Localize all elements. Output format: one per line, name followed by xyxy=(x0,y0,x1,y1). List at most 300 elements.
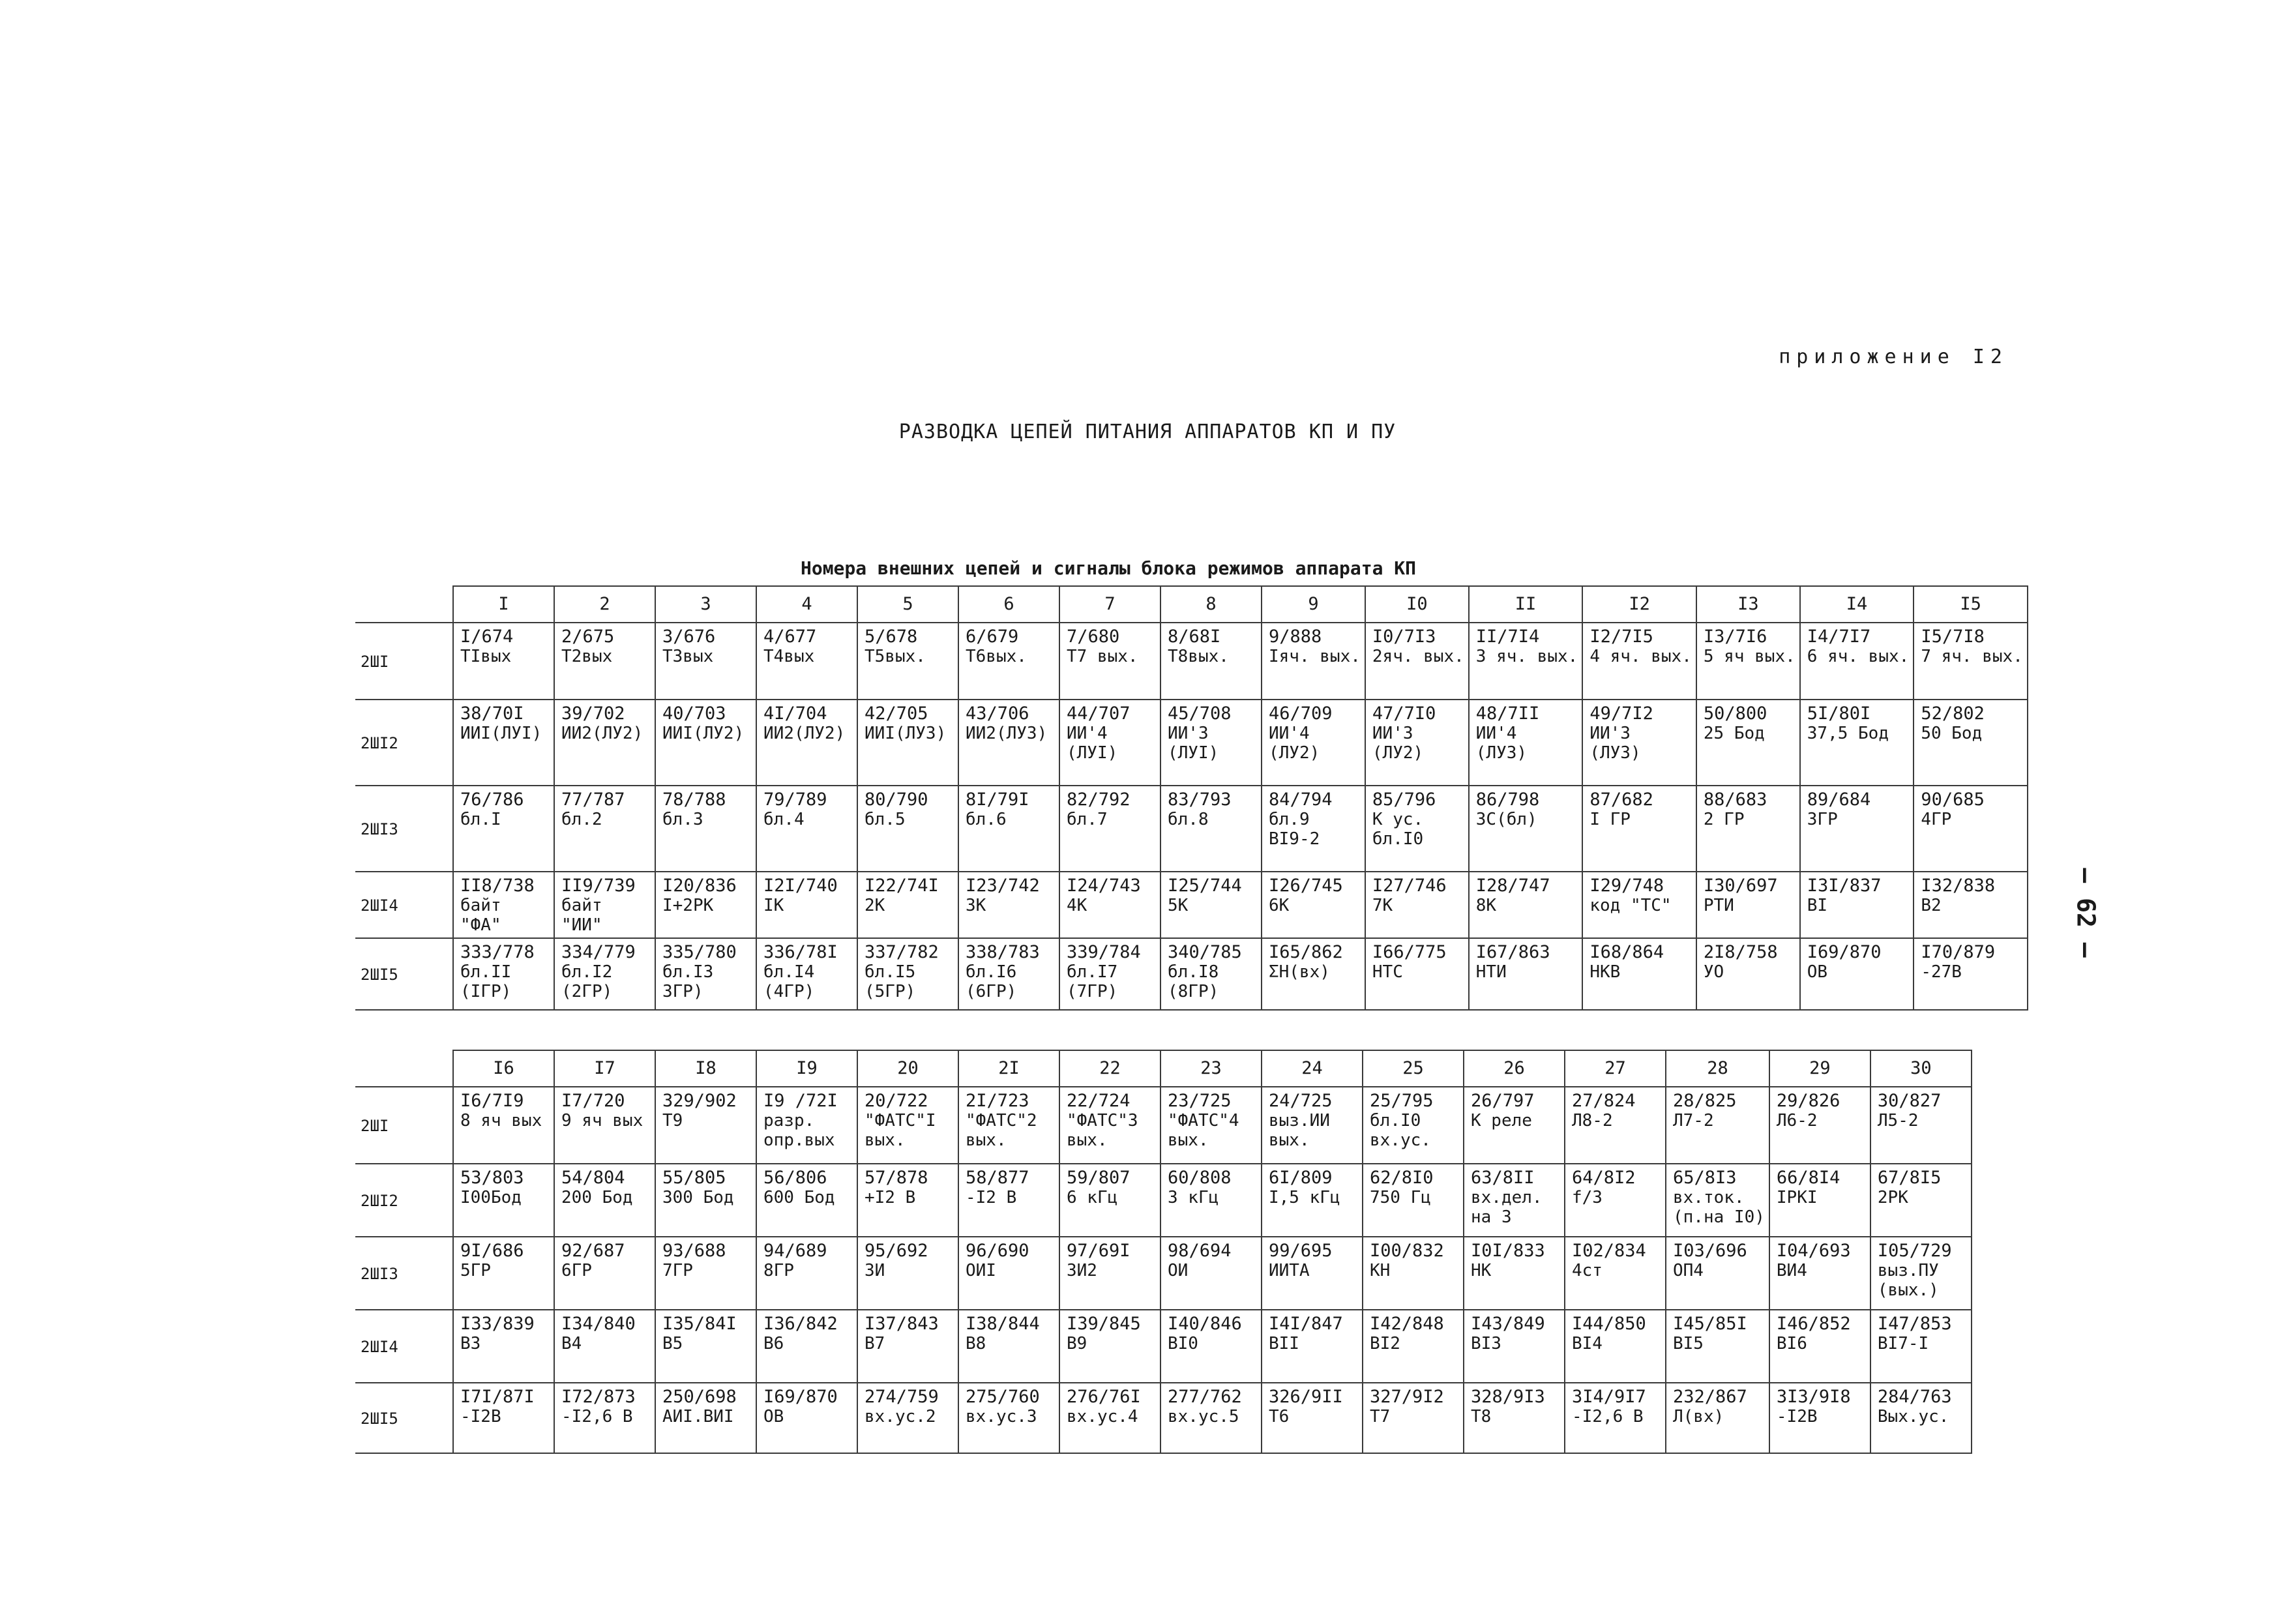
signal-name: НТИ xyxy=(1475,962,1507,982)
table-row xyxy=(355,1383,1972,1453)
signal-name: код "ТС" xyxy=(1589,896,1672,915)
circuit-cell xyxy=(1696,623,1800,700)
signal-name: бл.I0 xyxy=(1372,829,1424,849)
signal-name: ЗИ2 xyxy=(1067,1261,1097,1280)
signal-name: бл.3 xyxy=(662,810,703,829)
signal-name: 7 яч. вых. xyxy=(1921,647,2023,666)
signal-name: 5ГР xyxy=(460,1261,491,1280)
signal-name: (вых.) xyxy=(1877,1280,1939,1300)
circuit-cell xyxy=(1914,786,2028,872)
column-header: 20 xyxy=(857,1050,958,1087)
circuit-number: 30/827 xyxy=(1877,1091,1942,1111)
circuit-number: 85/796 xyxy=(1372,790,1436,810)
circuit-cell xyxy=(1800,786,1914,872)
circuit-cell xyxy=(453,700,554,786)
circuit-number: 23/725 xyxy=(1168,1091,1232,1111)
circuit-number: II9/739 xyxy=(561,876,636,896)
circuit-cell xyxy=(1870,1087,1972,1164)
circuit-number: 44/707 xyxy=(1067,703,1131,724)
signal-name: ИИ2(ЛУ2) xyxy=(561,724,643,743)
signal-name: бл.II xyxy=(460,962,512,982)
signal-name: бл.I3 xyxy=(662,962,714,982)
circuit-cell xyxy=(1800,700,1914,786)
circuit-cell xyxy=(857,1383,958,1453)
circuit-number: I37/843 xyxy=(865,1314,939,1334)
circuit-cell xyxy=(453,1164,554,1237)
column-header: 30 xyxy=(1870,1050,1972,1087)
circuit-number: 20/722 xyxy=(865,1091,928,1111)
circuit-cell xyxy=(1769,1087,1870,1164)
signal-name: -I2,6 В xyxy=(561,1407,633,1426)
signal-name: 2К xyxy=(865,896,885,915)
signal-name: (ЛУI) xyxy=(1168,743,1219,763)
circuit-cell xyxy=(1696,786,1800,872)
circuit-number: I72/873 xyxy=(561,1387,636,1407)
circuit-number: 45/708 xyxy=(1168,703,1232,724)
column-header: 4 xyxy=(756,586,857,623)
circuit-cell xyxy=(1870,1310,1972,1383)
circuit-cell xyxy=(857,872,958,938)
signal-name: I00Бод xyxy=(460,1188,522,1207)
circuit-number: 63/8II xyxy=(1471,1168,1535,1188)
signal-name: ИИI(ЛУ3) xyxy=(865,724,947,743)
circuit-number: 3/676 xyxy=(662,627,716,647)
signal-name: Л6-2 xyxy=(1776,1111,1818,1130)
document-title: РАЗВОДКА ЦЕПЕЙ ПИТАНИЯ АППАРАТОВ КП И ПУ xyxy=(898,421,1397,443)
circuit-cell xyxy=(655,700,756,786)
signal-name: BI7-I xyxy=(1877,1334,1929,1353)
circuit-number: 43/706 xyxy=(966,703,1029,724)
circuit-cell xyxy=(453,623,554,700)
column-header: I xyxy=(453,586,554,623)
signal-name: (ЛУ2) xyxy=(1269,743,1320,763)
signal-name: ИИ'3 xyxy=(1168,724,1209,743)
signal-name: 2РК xyxy=(1877,1188,1908,1207)
circuit-cell xyxy=(1800,623,1914,700)
signal-name: 6ГР xyxy=(561,1261,592,1280)
circuit-number: 8I/79I xyxy=(966,790,1029,810)
signal-name: BI4 xyxy=(1572,1334,1603,1353)
signal-name: BI2 xyxy=(1370,1334,1400,1353)
signal-name: бл.7 xyxy=(1067,810,1108,829)
circuit-cell xyxy=(958,1164,1059,1237)
signal-name: -I2В xyxy=(1776,1407,1818,1426)
circuit-number: 86/798 xyxy=(1475,790,1540,810)
circuit-cell xyxy=(655,1383,756,1453)
circuit-number: I22/74I xyxy=(865,876,939,896)
circuit-number: I3I/837 xyxy=(1807,876,1882,896)
circuit-cell xyxy=(1769,1383,1870,1453)
column-header: I9 xyxy=(756,1050,857,1087)
circuit-number: I46/852 xyxy=(1776,1314,1851,1334)
signal-name: Т8 xyxy=(1471,1407,1492,1426)
circuit-number: I67/863 xyxy=(1475,942,1550,962)
signal-name: T5вых. xyxy=(865,647,926,666)
column-header: 2 xyxy=(554,586,655,623)
signal-name: BII xyxy=(1269,1334,1299,1353)
circuit-number: I0/7I3 xyxy=(1372,627,1436,647)
circuit-cell xyxy=(857,938,958,1010)
circuit-cell xyxy=(1059,938,1160,1010)
signal-name: ЗИ xyxy=(865,1261,885,1280)
signal-name: КН xyxy=(1370,1261,1391,1280)
signal-name: В6 xyxy=(763,1334,784,1353)
circuit-cell xyxy=(1565,1237,1666,1310)
signal-name: -27В xyxy=(1921,962,1962,982)
circuit-cell xyxy=(1262,786,1365,872)
column-header: 26 xyxy=(1464,1050,1565,1087)
table-row xyxy=(355,1087,1972,1164)
signal-name: Л5-2 xyxy=(1877,1111,1919,1130)
circuit-number: I5/7I8 xyxy=(1921,627,1985,647)
signal-name: ОВ xyxy=(763,1407,784,1426)
signal-name: B2 xyxy=(1921,896,1942,915)
circuit-cell xyxy=(1582,786,1696,872)
circuit-cell xyxy=(1160,938,1262,1010)
circuit-cell xyxy=(1059,623,1160,700)
signal-name: В8 xyxy=(966,1334,986,1353)
column-header: I8 xyxy=(655,1050,756,1087)
circuit-number: I47/853 xyxy=(1877,1314,1952,1334)
circuit-number: 4/677 xyxy=(763,627,817,647)
table-header-row xyxy=(355,586,2028,623)
signal-name: вх.ус. xyxy=(1370,1130,1431,1150)
signal-name: 3 кГц xyxy=(1168,1188,1219,1207)
signal-name: вх.ус.5 xyxy=(1168,1407,1239,1426)
circuit-cell xyxy=(1666,1237,1769,1310)
signal-name: 2 ГР xyxy=(1703,810,1745,829)
signal-name: "ФАТС"3 xyxy=(1067,1111,1138,1130)
circuit-number: 59/807 xyxy=(1067,1168,1131,1188)
column-header: I5 xyxy=(1914,586,2028,623)
circuit-number: I36/842 xyxy=(763,1314,838,1334)
circuit-cell xyxy=(1464,1164,1565,1237)
circuit-number: I69/870 xyxy=(763,1387,838,1407)
circuit-cell xyxy=(756,1383,857,1453)
circuit-cell xyxy=(554,786,655,872)
circuit-number: 2I8/758 xyxy=(1703,942,1778,962)
circuit-number: 93/688 xyxy=(662,1241,726,1261)
circuit-cell xyxy=(1365,938,1469,1010)
signal-name: бл.I4 xyxy=(763,962,815,982)
signal-name: (IГР) xyxy=(460,982,512,1001)
connector-label: 2ШI2 xyxy=(355,1164,453,1237)
signal-name: бл.2 xyxy=(561,810,602,829)
signal-name: (ЛУ2) xyxy=(1372,743,1424,763)
signal-name: "ИИ" xyxy=(561,915,602,935)
circuit-cell xyxy=(1365,700,1469,786)
circuit-cell xyxy=(1800,938,1914,1010)
signal-name: ИИ'4 xyxy=(1269,724,1310,743)
signal-name: (2ГР) xyxy=(561,982,613,1001)
circuit-number: 335/780 xyxy=(662,942,737,962)
signal-name: НТС xyxy=(1372,962,1403,982)
column-header: 24 xyxy=(1262,1050,1363,1087)
circuit-cell xyxy=(655,938,756,1010)
signal-name: 3ГР) xyxy=(662,982,703,1001)
signal-name: бл.5 xyxy=(865,810,906,829)
signal-name: 5К xyxy=(1168,896,1189,915)
circuit-cell xyxy=(1870,1383,1972,1453)
circuit-cell xyxy=(655,1164,756,1237)
signal-name: ΣН(вх) xyxy=(1269,962,1330,982)
circuit-number: 55/805 xyxy=(662,1168,726,1188)
circuit-number: 275/760 xyxy=(966,1387,1040,1407)
circuit-cell xyxy=(1582,623,1696,700)
signal-name: IРКI xyxy=(1776,1188,1818,1207)
signal-name: (8ГР) xyxy=(1168,982,1219,1001)
circuit-number: 2/675 xyxy=(561,627,615,647)
signal-name: В7 xyxy=(865,1334,885,1353)
circuit-number: 46/709 xyxy=(1269,703,1333,724)
signal-name: К реле xyxy=(1471,1111,1532,1130)
circuit-number: I65/862 xyxy=(1269,942,1343,962)
circuit-cell xyxy=(857,786,958,872)
circuit-number: 65/8I3 xyxy=(1673,1168,1737,1188)
circuit-cell xyxy=(1262,1087,1363,1164)
circuit-number: 327/9I2 xyxy=(1370,1387,1444,1407)
column-header: I0 xyxy=(1365,586,1469,623)
appendix-label: приложение I2 xyxy=(1779,346,2008,368)
signal-name: Т6 xyxy=(1269,1407,1290,1426)
signal-name: ОП4 xyxy=(1673,1261,1704,1280)
signal-name: 37,5 Бод xyxy=(1807,724,1889,743)
signal-name: 4 яч. вых. xyxy=(1589,647,1692,666)
signal-name: 4К xyxy=(1067,896,1087,915)
signal-name: АИI.ВИI xyxy=(662,1407,734,1426)
circuit-number: I05/729 xyxy=(1877,1241,1952,1261)
circuit-cell xyxy=(554,1164,655,1237)
signal-name: ВI9-2 xyxy=(1269,829,1320,849)
circuit-number: 250/698 xyxy=(662,1387,737,1407)
circuit-cell xyxy=(1262,872,1365,938)
column-header: 3 xyxy=(655,586,756,623)
signal-name: T2вых xyxy=(561,647,613,666)
circuit-cell xyxy=(958,700,1059,786)
circuit-cell xyxy=(1666,1383,1769,1453)
circuit-number: 99/695 xyxy=(1269,1241,1333,1261)
circuit-number: 87/682 xyxy=(1589,790,1653,810)
circuit-cell xyxy=(958,872,1059,938)
signal-name: ИИ'4 xyxy=(1475,724,1517,743)
circuit-cell xyxy=(1464,1237,1565,1310)
signal-name: "ФАТС"4 xyxy=(1168,1111,1239,1130)
table-row xyxy=(355,786,2028,872)
circuit-number: 76/786 xyxy=(460,790,524,810)
circuit-number: 53/803 xyxy=(460,1168,524,1188)
signal-name: ИИ'3 xyxy=(1589,724,1631,743)
connector-label: 2ШI5 xyxy=(355,938,453,1010)
circuit-cell xyxy=(1365,623,1469,700)
signal-name: 2яч. вых. xyxy=(1372,647,1464,666)
circuit-cell xyxy=(1059,1237,1160,1310)
connector-label: 2ШI4 xyxy=(355,872,453,938)
circuit-number: 284/763 xyxy=(1877,1387,1952,1407)
circuit-cell xyxy=(1262,1164,1363,1237)
circuit-cell xyxy=(857,623,958,700)
circuit-number: I68/864 xyxy=(1589,942,1664,962)
circuit-cell xyxy=(1565,1310,1666,1383)
circuit-cell xyxy=(958,1237,1059,1310)
circuit-number: I20/836 xyxy=(662,876,737,896)
circuit-cell xyxy=(857,1087,958,1164)
circuit-number: 62/8I0 xyxy=(1370,1168,1434,1188)
signal-name: Т9 xyxy=(662,1111,683,1130)
signal-name: бл.9 xyxy=(1269,810,1310,829)
circuit-cell xyxy=(1696,872,1800,938)
circuit-number: 8/68I xyxy=(1168,627,1221,647)
circuit-number: I24/743 xyxy=(1067,876,1141,896)
circuit-cell xyxy=(1262,938,1365,1010)
circuit-cell xyxy=(554,1237,655,1310)
connector-label: 2ШI5 xyxy=(355,1383,453,1453)
signal-name: 6 яч. вых. xyxy=(1807,647,1910,666)
table-row xyxy=(355,623,2028,700)
signal-name: Вых.ус. xyxy=(1877,1407,1949,1426)
circuit-number: I2I/740 xyxy=(763,876,838,896)
circuit-cell xyxy=(1769,1164,1870,1237)
circuit-number: I02/834 xyxy=(1572,1241,1646,1261)
circuit-cell xyxy=(1769,1310,1870,1383)
signal-name: ВИ4 xyxy=(1776,1261,1807,1280)
circuit-cell xyxy=(1160,1237,1262,1310)
circuit-cell xyxy=(453,1087,554,1164)
signal-name: 6К xyxy=(1269,896,1290,915)
circuit-cell xyxy=(554,700,655,786)
circuit-cell xyxy=(1160,872,1262,938)
circuit-number: I27/746 xyxy=(1372,876,1447,896)
circuit-cell xyxy=(655,623,756,700)
circuit-cell xyxy=(453,938,554,1010)
circuit-number: 3I4/9I7 xyxy=(1572,1387,1646,1407)
signal-name: BI6 xyxy=(1776,1334,1807,1353)
circuit-number: 276/76I xyxy=(1067,1387,1141,1407)
signal-name: вых. xyxy=(1067,1130,1108,1150)
signal-name: К ус. xyxy=(1372,810,1424,829)
signal-name: бл.I xyxy=(460,810,501,829)
signal-name: (6ГР) xyxy=(966,982,1017,1001)
circuit-cell xyxy=(655,1087,756,1164)
circuit-number: 94/689 xyxy=(763,1241,827,1261)
signal-name: 4ст xyxy=(1572,1261,1603,1280)
signal-name: В4 xyxy=(561,1334,582,1353)
column-header: 7 xyxy=(1059,586,1160,623)
signal-name: 25 Бод xyxy=(1703,724,1765,743)
table-row xyxy=(355,938,2028,1010)
circuit-cell xyxy=(1365,872,1469,938)
circuit-number: 40/703 xyxy=(662,703,726,724)
column-header: 6 xyxy=(958,586,1059,623)
connector-label: 2ШI3 xyxy=(355,1237,453,1310)
connector-label: 2ШI3 xyxy=(355,786,453,872)
signal-name: вх.ус.2 xyxy=(865,1407,936,1426)
circuit-cell xyxy=(1160,623,1262,700)
circuit-number: 84/794 xyxy=(1269,790,1333,810)
circuit-cell xyxy=(1582,938,1696,1010)
signal-name: 600 Бод xyxy=(763,1188,835,1207)
circuit-cell xyxy=(756,1310,857,1383)
signal-name: вх.ус.3 xyxy=(966,1407,1037,1426)
signal-name: BI0 xyxy=(1168,1334,1198,1353)
circuit-cell xyxy=(857,700,958,786)
signal-name: "ФАТС"2 xyxy=(966,1111,1037,1130)
circuit-number: 9/888 xyxy=(1269,627,1322,647)
circuit-number: 77/787 xyxy=(561,790,625,810)
circuit-number: I26/745 xyxy=(1269,876,1343,896)
circuit-number: 232/867 xyxy=(1673,1387,1747,1407)
signal-name: BI xyxy=(1807,896,1828,915)
circuit-number: I35/84I xyxy=(662,1314,737,1334)
circuit-cell xyxy=(1469,623,1583,700)
signal-name: на 3 xyxy=(1471,1207,1512,1227)
circuit-cell xyxy=(1464,1087,1565,1164)
circuit-number: 78/788 xyxy=(662,790,726,810)
circuit-cell xyxy=(1464,1383,1565,1453)
circuit-cell xyxy=(756,938,857,1010)
circuit-cell xyxy=(1469,872,1583,938)
circuit-number: 6I/809 xyxy=(1269,1168,1333,1188)
signal-name: бл.I0 xyxy=(1370,1111,1421,1130)
circuit-cell xyxy=(1469,938,1583,1010)
signal-name: байт xyxy=(460,896,501,915)
circuit-cell xyxy=(655,872,756,938)
circuit-number: 39/702 xyxy=(561,703,625,724)
circuit-number: 52/802 xyxy=(1921,703,1985,724)
circuit-number: 88/683 xyxy=(1703,790,1767,810)
table-corner-cell xyxy=(355,1050,453,1087)
circuit-cell xyxy=(554,1310,655,1383)
circuit-cell xyxy=(655,1310,756,1383)
circuit-number: I34/840 xyxy=(561,1314,636,1334)
circuit-number: 92/687 xyxy=(561,1241,625,1261)
column-header: 22 xyxy=(1059,1050,1160,1087)
signal-name: 3 яч. вых. xyxy=(1475,647,1578,666)
signal-name: бл.I6 xyxy=(966,962,1017,982)
circuit-number: I40/846 xyxy=(1168,1314,1242,1334)
connector-label: 2ШI2 xyxy=(355,700,453,786)
circuit-cell xyxy=(1363,1383,1464,1453)
table-row xyxy=(355,700,2028,786)
signal-name: TIвых xyxy=(460,647,512,666)
circuit-number: 38/70I xyxy=(460,703,524,724)
circuit-cell xyxy=(1565,1087,1666,1164)
signal-name: (п.на I0) xyxy=(1673,1207,1765,1227)
signal-name: ИИI(ЛУ2) xyxy=(662,724,745,743)
circuit-cell xyxy=(1059,1087,1160,1164)
circuit-cell xyxy=(1262,700,1365,786)
signal-name: BI3 xyxy=(1471,1334,1501,1353)
signal-name: выз.ПУ xyxy=(1877,1261,1939,1280)
circuit-number: I32/838 xyxy=(1921,876,1996,896)
circuit-cell xyxy=(554,872,655,938)
circuit-number: I43/849 xyxy=(1471,1314,1545,1334)
signal-name: 50 Бод xyxy=(1921,724,1983,743)
circuit-cell xyxy=(1365,786,1469,872)
signal-name: выз.ИИ xyxy=(1269,1111,1330,1130)
circuit-number: 337/782 xyxy=(865,942,939,962)
circuit-cell xyxy=(1914,623,2028,700)
signal-name: вых. xyxy=(1269,1130,1310,1150)
signal-name: В5 xyxy=(662,1334,683,1353)
signal-name: ИИ2(ЛУ3) xyxy=(966,724,1048,743)
circuit-cell xyxy=(1160,1383,1262,1453)
signal-name: бл.I7 xyxy=(1067,962,1118,982)
table-row xyxy=(355,1310,1972,1383)
table-row xyxy=(355,872,2028,938)
circuit-number: 58/877 xyxy=(966,1168,1029,1188)
circuit-number: 3I3/9I8 xyxy=(1776,1387,1851,1407)
circuit-cell xyxy=(958,938,1059,1010)
